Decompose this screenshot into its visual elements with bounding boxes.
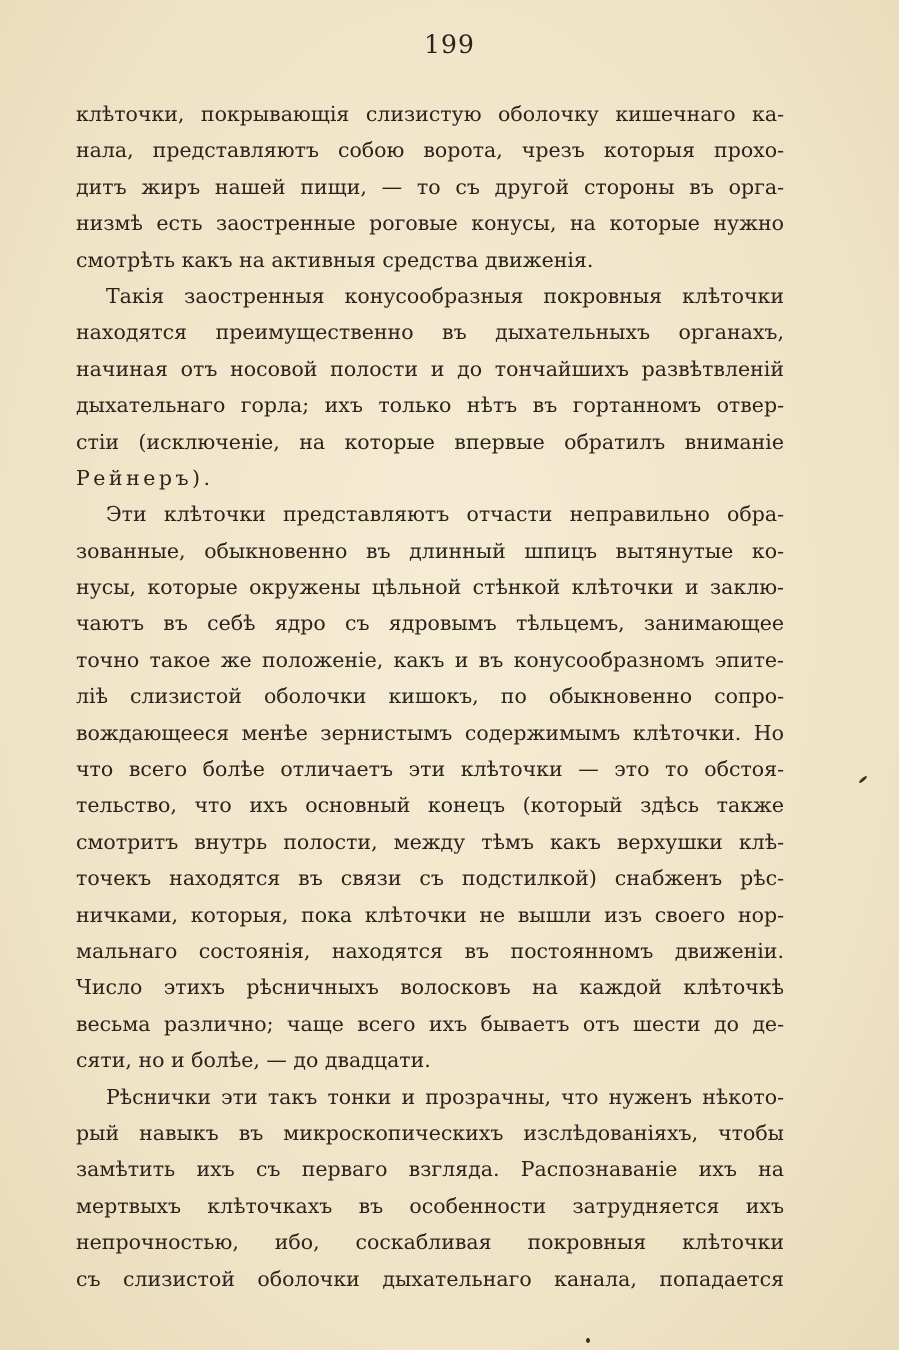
- text-line: сяти, но и болѣе, — до двадцати.: [76, 1048, 431, 1073]
- text-line: нала, представляютъ собою ворота, чрезъ которыя прохо-: [76, 138, 784, 163]
- text-line: ничками, которыя, пока клѣточки не вышли изъ своего нор-: [76, 902, 784, 927]
- page-number: 199: [424, 30, 475, 59]
- text-line: находятся преимущественно въ дыхательныхъ органахъ,: [76, 320, 784, 345]
- text-line: дыхательнаго горла; ихъ только нѣтъ въ гортанномъ отвер-: [76, 393, 784, 418]
- text-line: мальнаго состоянія, находятся въ постоянномъ движеніи.: [76, 938, 784, 963]
- text-line: стіи (исключеніе, на которые впервые обратилъ вниманіе: [76, 429, 784, 454]
- text-line: Рейнеръ).: [76, 465, 214, 490]
- text-line: замѣтить ихъ съ перваго взгляда. Распознаваніе ихъ на: [76, 1157, 784, 1182]
- text-line: точекъ находятся въ связи съ подстилкой) снабженъ рѣс-: [76, 866, 784, 891]
- text-line: мертвыхъ клѣточкахъ въ особенности затрудняется ихъ: [76, 1193, 784, 1218]
- paragraph-start-line: Рѣснички эти такъ тонки и прозрачны, что нуженъ нѣкото-: [106, 1084, 784, 1109]
- text-line: чаютъ въ себѣ ядро съ ядровымъ тѣльцемъ, занимающее: [76, 611, 784, 636]
- text-line: Число этихъ рѣсничныхъ волосковъ на каждой клѣточкѣ: [76, 975, 784, 1000]
- text-line: низмѣ есть заостренные роговые конусы, на которые нужно: [76, 211, 784, 236]
- text-line: нусы, которые окружены цѣльной стѣнкой клѣточки и заклю-: [76, 575, 784, 600]
- text-line: весьма различно; чаще всего ихъ бываетъ отъ шести до де-: [76, 1011, 784, 1036]
- text-line: ліѣ слизистой оболочки кишокъ, по обыкновенно сопро-: [76, 684, 784, 709]
- text-line: вождающееся менѣе зернистымъ содержимымъ клѣточки. Но: [76, 720, 784, 745]
- paragraph-start-line: Эти клѣточки представляютъ отчасти неправильно обра-: [106, 502, 784, 527]
- text-line: точно такое же положеніе, какъ и въ конусообразномъ эпите-: [76, 647, 784, 672]
- text-line: смотритъ внутрь полости, между тѣмъ какъ верхушки клѣ-: [76, 829, 784, 854]
- ink-speck: [858, 775, 868, 784]
- text-line: непрочностью, ибо, соскабливая покровныя клѣточки: [76, 1230, 784, 1255]
- text-line: смотрѣть какъ на активныя средства движенія.: [76, 247, 594, 272]
- text-line: что всего болѣе отличаетъ эти клѣточки — это то обстоя-: [76, 757, 784, 782]
- body-text: [76, 96, 784, 1297]
- ink-speck: [586, 1338, 590, 1343]
- paragraph-start-line: Такія заостренныя конусообразныя покровныя клѣточки: [106, 283, 784, 308]
- text-line: рый навыкъ въ микроскопическихъ изслѣдованіяхъ, чтобы: [76, 1120, 784, 1145]
- text-line: съ слизистой оболочки дыхательнаго канала, попадается: [76, 1266, 784, 1291]
- text-line: зованные, обыкновенно въ длинный шпицъ вытянутые ко-: [76, 538, 784, 563]
- text-line: дитъ жиръ нашей пищи, — то съ другой стороны въ орга-: [76, 174, 784, 199]
- text-line: начиная отъ носовой полости и до тончайшихъ развѣтвленій: [76, 356, 784, 381]
- text-line: тельство, что ихъ основный конецъ (который здѣсь также: [76, 793, 784, 818]
- text-line: клѣточки, покрывающія слизистую оболочку кишечнаго ка-: [76, 102, 784, 126]
